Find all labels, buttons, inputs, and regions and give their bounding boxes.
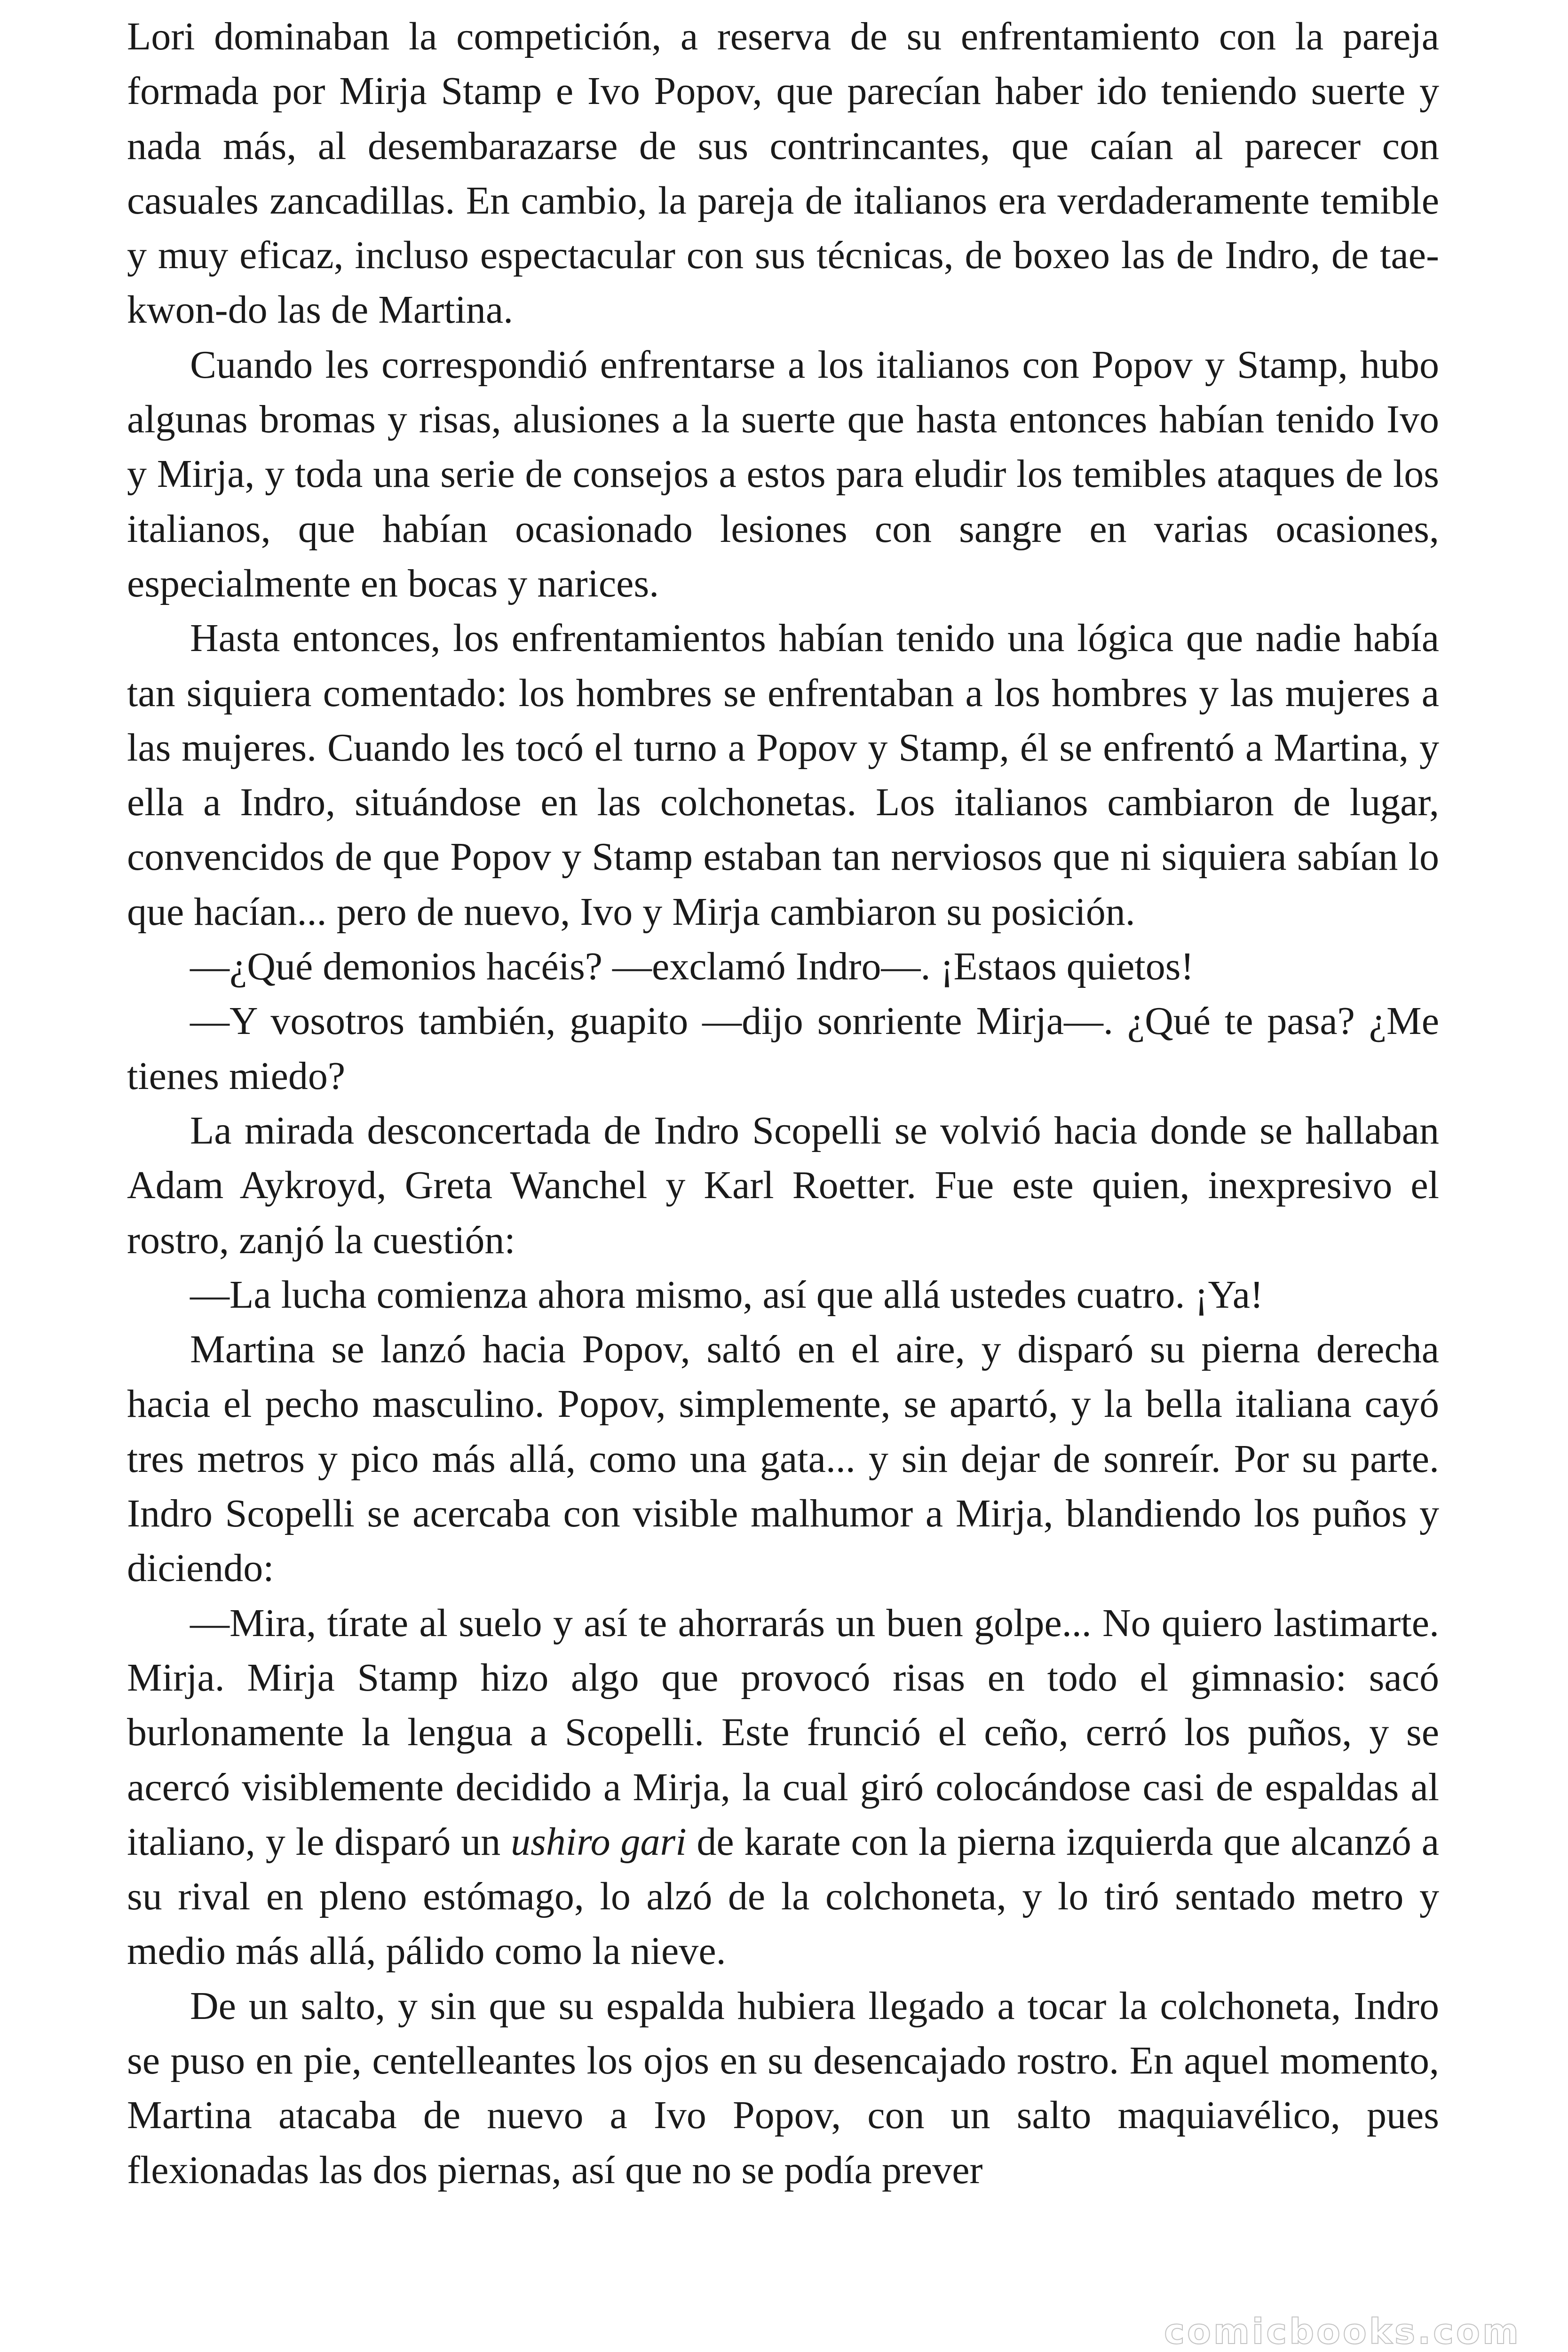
text-run: —La lucha comienza ahora mismo, así que allá ustedes cuatro. ¡Ya! bbox=[190, 1272, 1264, 1317]
text-run: de karate con la pierna izquierda que alcanzó a su rival en pleno estómago, lo alzó de la colchoneta, y lo tiró sentado metro y medio más allá, pálido como la nieve. bbox=[127, 1820, 1439, 1973]
text-run: —Y vosotros también, guapito —dijo sonriente Mirja—. ¿Qué te pasa? ¿Me tienes miedo? bbox=[127, 999, 1439, 1098]
paragraph bbox=[127, 1322, 1439, 1596]
paragraph bbox=[127, 611, 1439, 939]
paragraph bbox=[127, 939, 1439, 994]
text-run: La mirada desconcertada de Indro Scopelli se volvió hacia donde se hallaban Adam Aykroyd, Greta Wanchel y Karl Roetter. Fue este quien, inexpresivo el rostro, zanjó la cuestión: bbox=[127, 1108, 1439, 1262]
watermark: comicbooks.com bbox=[1164, 2312, 1521, 2352]
text-run: —Mira, tírate al suelo y así te ahorrarás un buen golpe... No quiero lastimarte. Mirja. Mirja Stamp hizo algo que provocó risas en todo el gimnasio: sacó burlonamente la lengua a Scopelli. Este frunció el ceño, cerró los puños, y se acercó visiblemente decidido a Mirja, la cual giró colocándose casi de espaldas al italiano, y le disparó un bbox=[127, 1601, 1439, 1864]
paragraph bbox=[127, 994, 1439, 1104]
text-run: Lori dominaban la competición, a reserva de su enfrentamiento con la pareja formada por Mirja Stamp e Ivo Popov, que parecían haber ido teniendo suerte y nada más, al desembarazarse de sus contrincantes, que caían al parecer con casuales zancadillas. En cambio, la pareja de italianos era verdaderamente temible y muy eficaz, incluso espectacular con sus técnicas, de boxeo las de Indro, de tae-kwon-do las de Martina. bbox=[127, 15, 1439, 332]
text-run: Hasta entonces, los enfrentamientos habían tenido una lógica que nadie había tan siquiera comentado: los hombres se enfrentaban a los hombres y las mujeres a las mujeres. Cuando les tocó el turno a Popov y Stamp, él se enfrentó a Martina, y ella a Indro, situándose en las colchonetas. Los italianos cambiaron de lugar, convencidos de que Popov y Stamp estaban tan nerviosos que ni siquiera sabían lo que hacían... pero de nuevo, Ivo y Mirja cambiaron su posición. bbox=[127, 616, 1439, 934]
book-page-body bbox=[127, 9, 1439, 2198]
paragraph bbox=[127, 1104, 1439, 1268]
paragraph bbox=[127, 1979, 1439, 2198]
paragraph bbox=[127, 1268, 1439, 1322]
paragraph bbox=[127, 1596, 1439, 1979]
text-run: Martina se lanzó hacia Popov, saltó en el aire, y disparó su pierna derecha hacia el pecho masculino. Popov, simplemente, se apartó, y la bella italiana cayó tres metros y pico más allá, como una gata... y sin dejar de sonreír. Por su parte. Indro Scopelli se acercaba con visible malhumor a Mirja, blandiendo los puños y diciendo: bbox=[127, 1327, 1439, 1590]
text-run: —¿Qué demonios hacéis? —exclamó Indro—. ¡Estaos quietos! bbox=[190, 945, 1194, 989]
text-run: Cuando les correspondió enfrentarse a los italianos con Popov y Stamp, hubo algunas bromas y risas, alusiones a la suerte que hasta entonces habían tenido Ivo y Mirja, y toda una serie de consejos a estos para eludir los temibles ataques de los italianos, que habían ocasionado lesiones con sangre en varias ocasiones, especialmente en bocas y narices. bbox=[127, 342, 1439, 605]
paragraph bbox=[127, 338, 1439, 611]
text-run: De un salto, y sin que su espalda hubiera llegado a tocar la colchoneta, Indro se puso en pie, centelleantes los ojos en su desencajado rostro. En aquel momento, Martina atacaba de nuevo a Ivo Popov, con un salto maquiavélico, pues flexionadas las dos piernas, así que no se podía prever bbox=[127, 1984, 1439, 2192]
paragraph bbox=[127, 9, 1439, 338]
italic-term: ushiro gari bbox=[511, 1820, 687, 1864]
